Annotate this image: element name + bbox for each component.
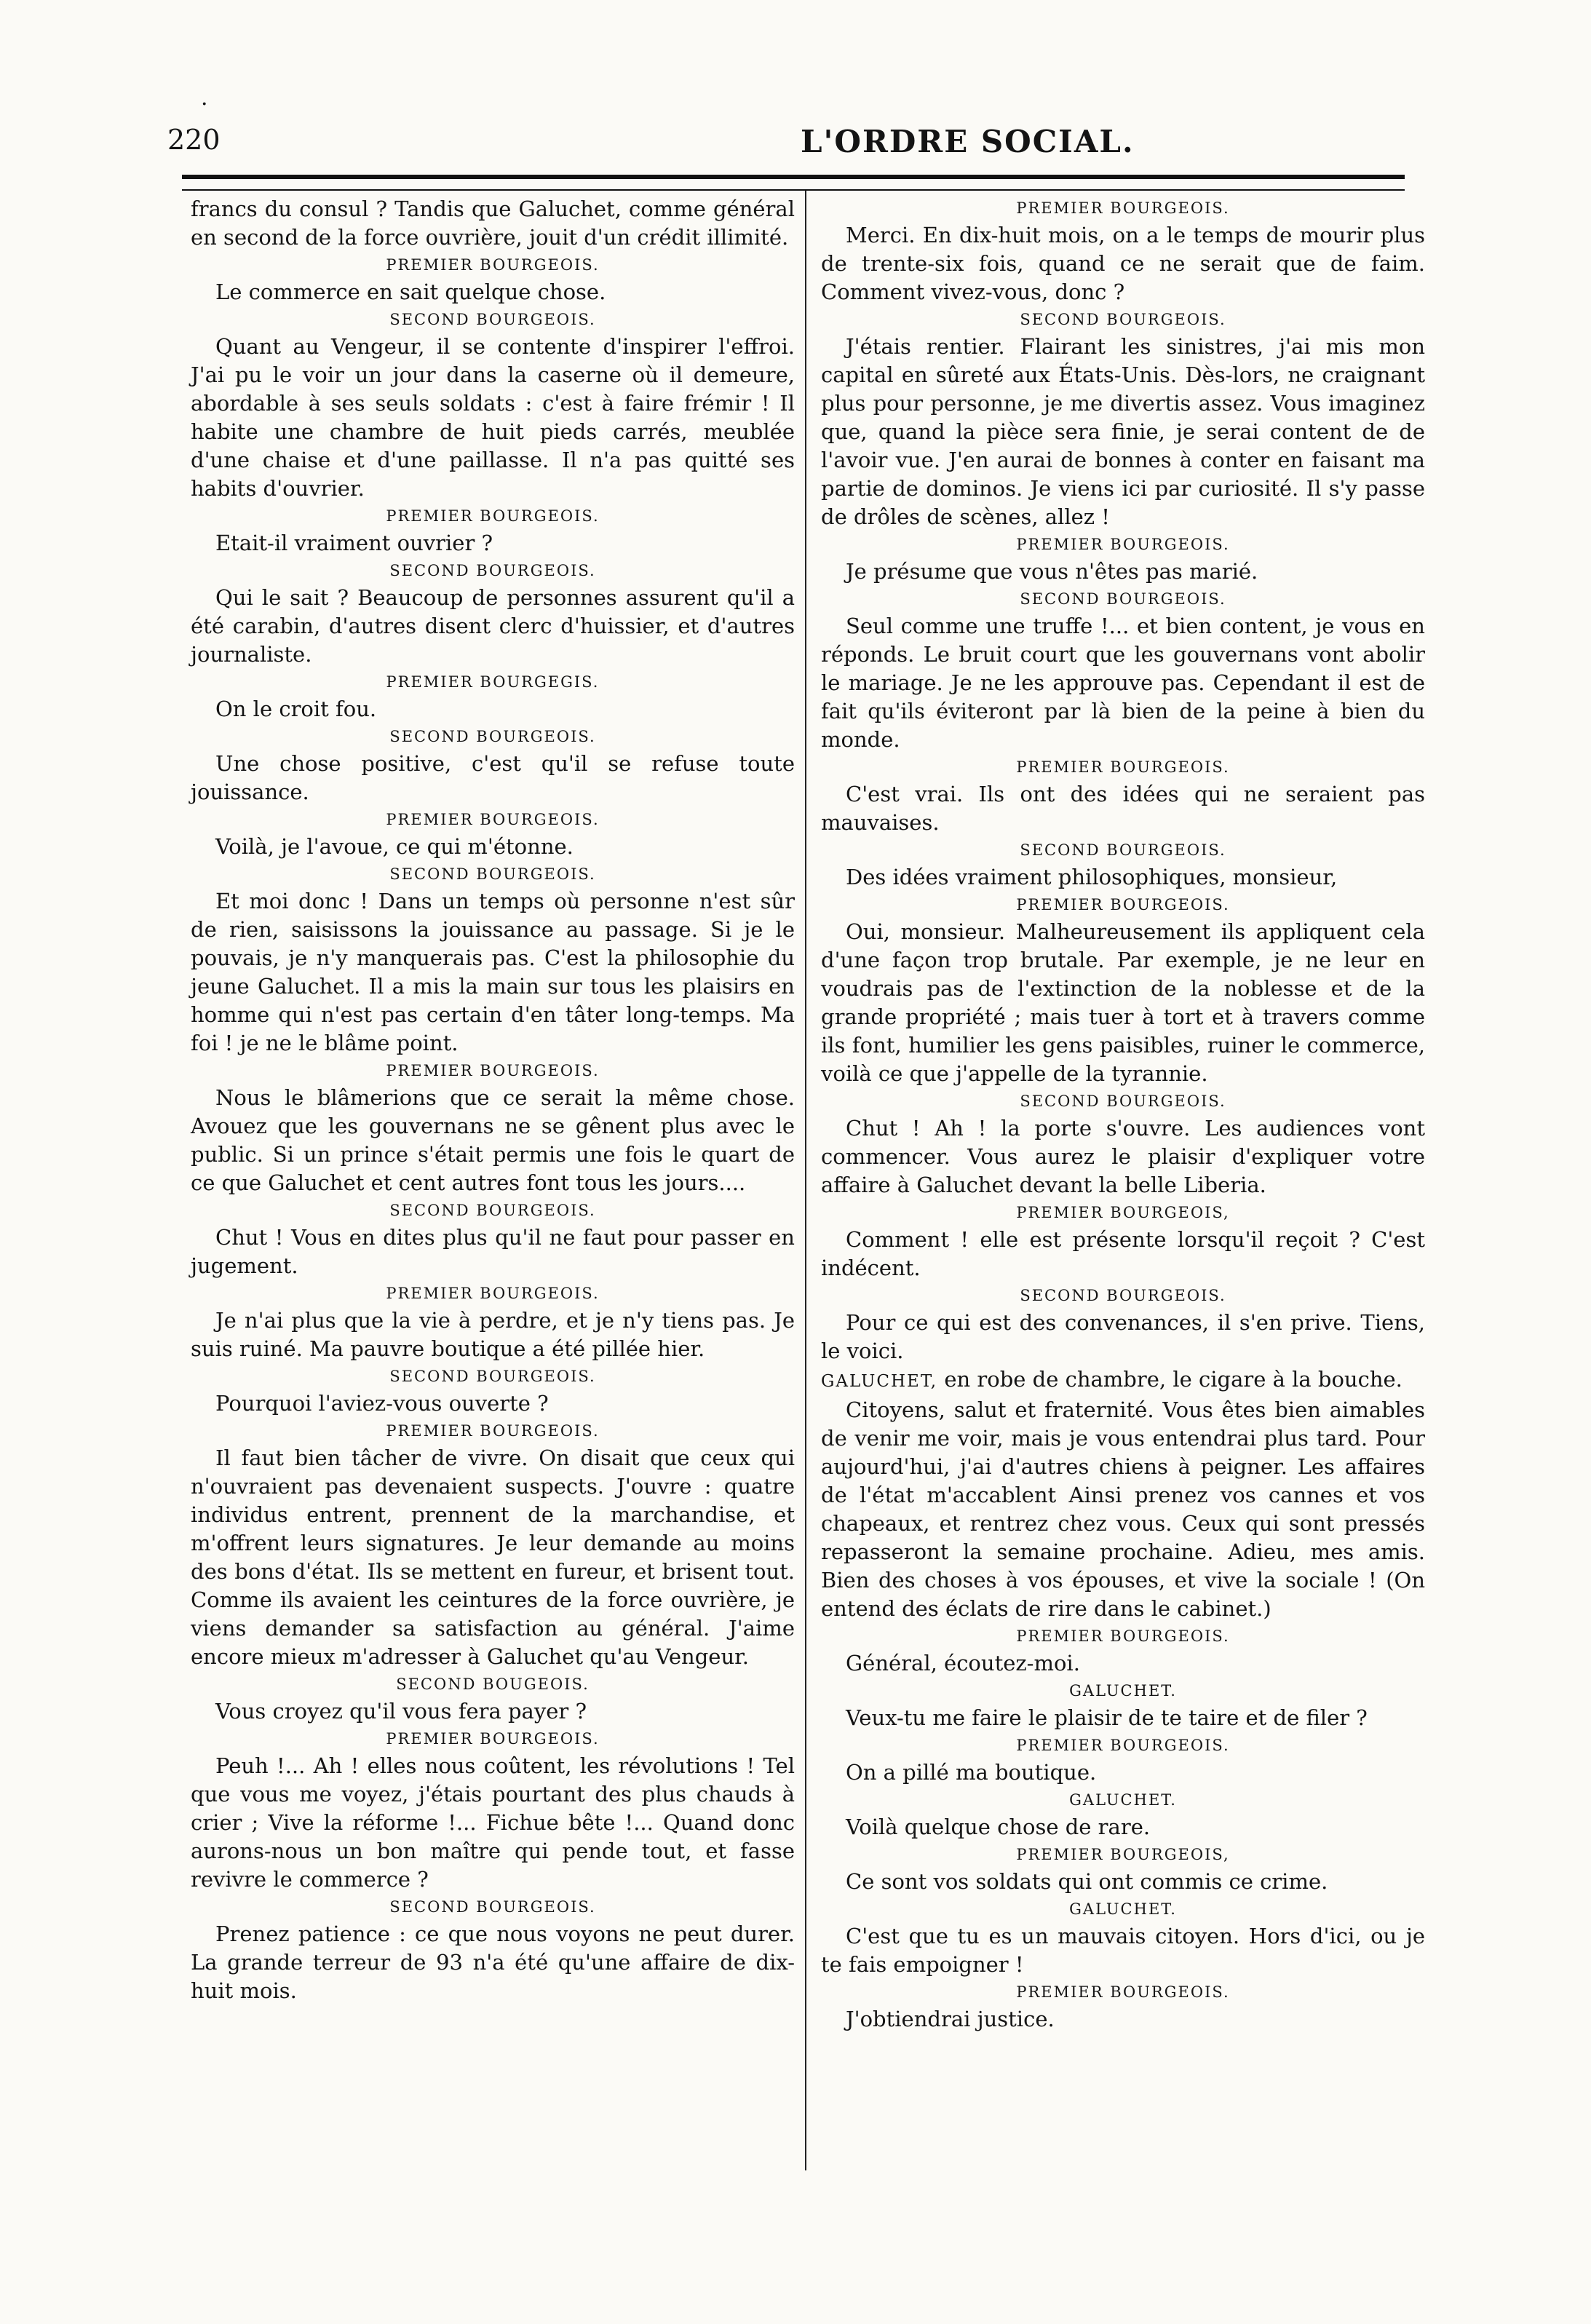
right-column <box>821 195 1425 2034</box>
dialogue-paragraph: On a pillé ma boutique. <box>846 1760 1097 1785</box>
speaker-label: PREMIER BOURGEOIS. <box>1016 1983 1230 2001</box>
dialogue-paragraph: Je n'ai plus que la vie à perdre, et je n'y tiens pas. Je suis ruiné. Ma pauvre boutique a été pillée hier. <box>191 1308 795 1361</box>
speaker-label: PREMIER BOURGEOIS. <box>386 811 600 828</box>
column-divider <box>805 191 806 2170</box>
page-number: 220 <box>167 124 221 156</box>
direction-text: en robe de chambre, le cigare à la bouche. <box>937 1367 1402 1392</box>
dialogue-paragraph: Chut ! Vous en dites plus qu'il ne faut pour passer en jugement. <box>191 1225 795 1278</box>
dialogue-paragraph: Il faut bien tâcher de vivre. On disait que ceux qui n'ouvraient pas devenaient suspects. J'ouvre : quatre individus entrent, prennent de la marchandise, et m'offrent leurs signatures. Je leur demande au moins des bons d'état. Ils se mettent en fureur, et brisent tout. Comme ils avaient les ceintures de la force ouvrière, je viens demander sa satisfaction au général. J'aime encore mieux m'adresser à Galuchet qu'au Vengeur. <box>191 1445 795 1669</box>
dialogue-paragraph: Seul comme une truffe !... et bien content, je vous en réponds. Le bruit court que les gouvernans vont abolir le mariage. Je ne les approuve pas. Cependant il est de fait qu'ils éviteront par là bien de la peine à bien du monde. <box>821 614 1425 752</box>
dialogue-paragraph: Quant au Vengeur, il se contente d'inspirer l'effroi. J'ai pu le voir un jour dans la caserne où il demeure, abordable à ses seuls soldats : c'est à faire frémir ! Il habite une chambre de huit pieds carrés, meublée d'une chaise et d'une paillasse. Il n'a pas quitté ses habits d'ouvrier. <box>191 334 795 501</box>
speaker-label: SECOND BOURGEOIS. <box>389 728 596 745</box>
speaker-label: PREMIER BOURGEOIS. <box>386 256 600 274</box>
dialogue-paragraph: Des idées vraiment philosophiques, monsieur, <box>846 865 1338 889</box>
speaker-label: SECOND BOUGEOIS. <box>396 1675 590 1693</box>
speaker-label: PREMIER BOURGEOIS. <box>386 1062 600 1079</box>
speaker-label: SECOND BOURGEOIS. <box>389 865 596 883</box>
dialogue-paragraph: Nous le blâmerions que ce serait la même chose. Avouez que les gouvernans ne se gênent plus avec le public. Si un prince s'était permis une fois le quart de ce que Galuchet et cent autres font tous les jours.... <box>191 1085 795 1195</box>
dialogue-paragraph: Merci. En dix-huit mois, on a le temps de mourir plus de trente-six fois, quand ce ne serait que de faim. Comment vivez-vous, donc ? <box>821 223 1425 304</box>
dialogue-paragraph: Etait-il vraiment ouvrier ? <box>215 531 493 555</box>
speaker-label: PREMIER BOURGEOIS. <box>1016 536 1230 553</box>
speaker-label: SECOND BOURGEOIS. <box>389 311 596 328</box>
speaker-label: SECOND BOURGEOIS. <box>1020 1092 1226 1110</box>
speaker-label: PREMIER BOURGEOIS. <box>1016 199 1230 217</box>
speaker-name: GALUCHET, <box>821 1372 938 1391</box>
dialogue-paragraph: Citoyens, salut et fraternité. Vous êtes bien aimables de venir me voir, mais je vous entendrai plus tard. Pour aujourd'hui, j'ai d'autres chiens à peigner. Les affaires de l'état m'accablent Ainsi prenez vos cannes et vos chapeaux, et rentrez chez vous. Ceux qui sont pressés repasseront la semaine prochaine. Adieu, mes amis. Bien des choses à vos épouses, et vive la sociale ! (On entend des éclats de rire dans le cabinet.) <box>821 1397 1425 1621</box>
speaker-label: GALUCHET. <box>1069 1682 1177 1700</box>
speaker-label: GALUCHET. <box>1069 1791 1177 1809</box>
dialogue-paragraph: C'est que tu es un mauvais citoyen. Hors d'ici, ou je te fais empoigner ! <box>821 1924 1425 1977</box>
dialogue-paragraph: J'étais rentier. Flairant les sinistres, j'ai mis mon capital en sûreté aux États-Unis. Dès-lors, ne craignant plus pour personne, je me divertis assez. Vous imaginez que, quand la pièce sera finie, je serai content de de l'avoir vue. J'en aurai de bonnes à conter en faisant ma partie de dominos. Je viens ici par curiosité. Il s'y passe de drôles de scènes, allez ! <box>821 334 1425 529</box>
dialogue-paragraph: Vous croyez qu'il vous fera payer ? <box>215 1699 587 1724</box>
speaker-label: PREMIER BOURGEGIS. <box>386 673 600 691</box>
dialogue-paragraph: On le croit fou. <box>215 697 377 721</box>
dialogue-paragraph: Pourquoi l'aviez-vous ouverte ? <box>215 1391 549 1416</box>
dialogue-paragraph: Une chose positive, c'est qu'il se refuse toute jouissance. <box>191 751 795 804</box>
speaker-label: PREMIER BOURGEOIS. <box>386 1422 600 1440</box>
dialogue-paragraph: Oui, monsieur. Malheureusement ils appliquent cela d'une façon trop brutale. Par exemple, je ne leur en voudrais pas de l'extinction de la noblesse et de la grande propriété ; mais tuer à tort et à travers comme ils font, humilier les gens paisibles, ruiner le commerce, voilà ce que j'appelle de la tyrannie. <box>821 919 1425 1086</box>
dialogue-paragraph: Et moi donc ! Dans un temps où personne n'est sûr de rien, saisissons la jouissance au passage. Si je le pouvais, je n'y manquerais pas. C'est la philosophie du jeune Galuchet. Il a mis la main sur tous les plaisirs en homme qui n'est pas certain d'en tâter long-temps. Ma foi ! je ne le blâme point. <box>191 889 795 1055</box>
dialogue-paragraph: C'est vrai. Ils ont des idées qui ne seraient pas mauvaises. <box>821 782 1425 835</box>
speaker-label: SECOND BOURGEOIS. <box>389 1202 596 1219</box>
speaker-label: PREMIER BOURGEOIS, <box>1016 1204 1230 1221</box>
dialogue-paragraph: Prenez patience : ce que nous voyons ne peut durer. La grande terreur de 93 n'a été qu'une affaire de dix-huit mois. <box>191 1922 795 2003</box>
stage-direction <box>821 1365 1425 1396</box>
dialogue-paragraph: Qui le sait ? Beaucoup de personnes assurent qu'il a été carabin, d'autres disent clerc d'huissier, et d'autres journaliste. <box>191 585 795 667</box>
dialogue-paragraph: Général, écoutez-moi. <box>846 1651 1080 1675</box>
speaker-label: SECOND BOURGEOIS. <box>1020 1287 1226 1304</box>
page-header <box>167 124 1405 167</box>
dialogue-paragraph: Pour ce qui est des convenances, il s'en prive. Tiens, le voici. <box>821 1310 1425 1363</box>
speaker-label: SECOND BOURGEOIS. <box>389 1898 596 1916</box>
dialogue-paragraph: J'obtiendrai justice. <box>846 2007 1055 2031</box>
speaker-label: GALUCHET. <box>1069 1900 1177 1918</box>
dialogue-paragraph: Ce sont vos soldats qui ont commis ce crime. <box>846 1869 1328 1894</box>
speaker-label: PREMIER BOURGEOIS. <box>1016 1627 1230 1645</box>
speaker-label: PREMIER BOURGEOIS. <box>386 1730 600 1748</box>
dialogue-paragraph: Voilà, je l'avoue, ce qui m'étonne. <box>215 834 574 859</box>
speaker-label: SECOND BOURGEOIS. <box>1020 311 1226 328</box>
dialogue-paragraph: Veux-tu me faire le plaisir de te taire et de filer ? <box>846 1705 1368 1730</box>
ink-speck: · <box>201 92 208 117</box>
speaker-label: PREMIER BOURGEOIS. <box>1016 1737 1230 1754</box>
dialogue-paragraph: francs du consul ? Tandis que Galuchet, comme général en second de la force ouvrière, jouit d'un crédit illimité. <box>191 197 795 250</box>
speaker-label: SECOND BOURGEOIS. <box>1020 841 1226 859</box>
speaker-label: SECOND BOURGEOIS. <box>1020 590 1226 608</box>
dialogue-paragraph: Je présume que vous n'êtes pas marié. <box>846 559 1258 584</box>
speaker-label: PREMIER BOURGEOIS. <box>386 1285 600 1302</box>
dialogue-paragraph: Comment ! elle est présente lorsqu'il reçoit ? C'est indécent. <box>821 1227 1425 1280</box>
speaker-label: PREMIER BOURGEOIS, <box>1016 1846 1230 1863</box>
dialogue-paragraph: Chut ! Ah ! la porte s'ouvre. Les audiences vont commencer. Vous aurez le plaisir d'expliquer votre affaire à Galuchet devant la belle Liberia. <box>821 1116 1425 1197</box>
speaker-label: PREMIER BOURGEOIS. <box>1016 896 1230 913</box>
running-title: L'ORDRE SOCIAL. <box>801 124 1135 159</box>
left-column <box>191 195 795 2005</box>
header-rule <box>182 175 1405 191</box>
speaker-label: SECOND BOURGEOIS. <box>389 562 596 579</box>
speaker-label: SECOND BOURGEOIS. <box>389 1368 596 1385</box>
dialogue-paragraph: Le commerce en sait quelque chose. <box>215 279 606 304</box>
speaker-label: PREMIER BOURGEOIS. <box>386 507 600 525</box>
speaker-label: PREMIER BOURGEOIS. <box>1016 758 1230 776</box>
dialogue-paragraph: Peuh !... Ah ! elles nous coûtent, les révolutions ! Tel que vous me voyez, j'étais pourtant des plus chauds à crier ; Vive la réforme !... Fichue bête !... Quand donc aurons-nous un bon maître qui pende tout, et fasse revivre le commerce ? <box>191 1753 795 1892</box>
dialogue-paragraph: Voilà quelque chose de rare. <box>846 1815 1151 1839</box>
